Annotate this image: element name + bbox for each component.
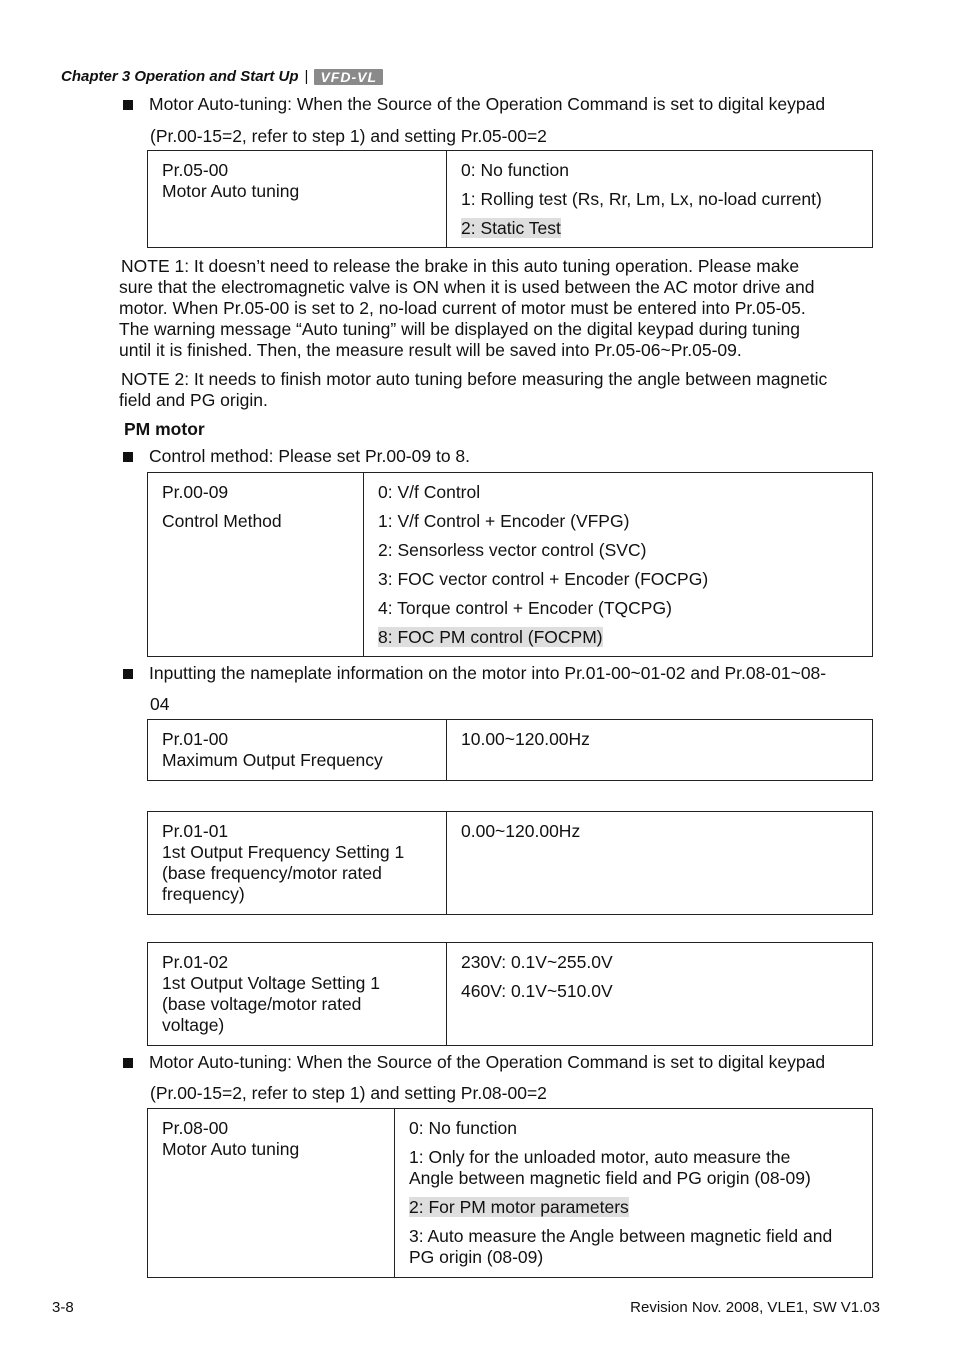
note-line: NOTE 2: It needs to finish motor auto tuning before measuring the angle between magnetic [121, 369, 828, 389]
param-table-00-09 [147, 472, 873, 657]
param-table-01-01 [147, 811, 873, 915]
param-id: Pr.08-00 [162, 1118, 229, 1138]
note-line: The warning message “Auto tuning” will be displayed on the digital keypad during tuning [119, 319, 800, 339]
bullet-continuation: (Pr.00-15=2, refer to step 1) and setting Pr.05-00=2 [150, 126, 547, 146]
param-table-01-02 [147, 942, 873, 1046]
param-name: Control Method [162, 511, 282, 531]
square-bullet-icon [123, 100, 133, 110]
bullet-nameplate [121, 663, 826, 684]
param-id: Pr.01-01 [162, 821, 229, 841]
square-bullet-icon [123, 452, 133, 462]
options-cell [364, 473, 873, 657]
option: 0: V/f Control [378, 482, 481, 502]
param-cell [148, 812, 447, 915]
param-cell [148, 720, 447, 781]
value: 230V: 0.1V~255.0V [461, 952, 613, 972]
bullet-control-method [121, 446, 470, 467]
bullet-text: Motor Auto-tuning: When the Source of the Operation Command is set to digital keypad [149, 1052, 826, 1072]
bullet-continuation: (Pr.00-15=2, refer to step 1) and setting Pr.08-00=2 [150, 1083, 547, 1103]
option: 0: No function [461, 160, 569, 180]
param-name: Maximum Output Frequency [162, 750, 383, 770]
option: 0: No function [409, 1118, 517, 1138]
bullet-text: Control method: Please set Pr.00-09 to 8. [149, 446, 471, 466]
square-bullet-icon [123, 669, 133, 679]
param-cell [148, 473, 364, 657]
option: 3: FOC vector control + Encoder (FOCPG) [378, 569, 709, 589]
square-bullet-icon [123, 1058, 133, 1068]
param-name: (base frequency/motor rated [162, 863, 382, 883]
bullet-auto-tuning-2 [121, 1052, 825, 1073]
note-line: sure that the electromagnetic valve is ON when it is used between the AC motor drive and [119, 277, 815, 297]
option-highlighted: 2: Static Test [461, 218, 561, 238]
value: 460V: 0.1V~510.0V [461, 981, 613, 1001]
note-line: NOTE 1: It doesn’t need to release the brake in this auto tuning operation. Please make [121, 256, 800, 276]
chapter-title: Chapter 3 Operation and Start Up [61, 68, 299, 85]
value-cell [447, 943, 873, 1046]
note-line: field and PG origin. [119, 390, 268, 410]
value-cell: 0.00~120.00Hz [447, 812, 873, 915]
bullet-text: Motor Auto-tuning: When the Source of the Operation Command is set to digital keypad [149, 94, 826, 114]
note-line: motor. When Pr.05-00 is set to 2, no-load current of motor must be entered into Pr.05-05. [119, 298, 806, 318]
param-name: (base voltage/motor rated [162, 994, 362, 1014]
bullet-text: Inputting the nameplate information on the motor into Pr.01-00~01-02 and Pr.08-01~08- [149, 663, 827, 683]
option-highlighted: 2: For PM motor parameters [409, 1197, 629, 1217]
param-cell [148, 943, 447, 1046]
option: 1: V/f Control + Encoder (VFPG) [378, 511, 630, 531]
param-id: Pr.01-00 [162, 729, 229, 749]
param-name: Motor Auto tuning [162, 181, 300, 201]
option: 1: Rolling test (Rs, Rr, Lm, Lx, no-load current) [461, 189, 822, 209]
param-id: Pr.01-02 [162, 952, 229, 972]
option: Angle between magnetic field and PG origin (08-09) [409, 1168, 811, 1188]
note-1 [119, 256, 815, 361]
bullet-continuation: 04 [150, 694, 170, 714]
option: 3: Auto measure the Angle between magnetic field and [409, 1226, 833, 1246]
param-cell [148, 151, 447, 248]
note-2 [119, 369, 827, 411]
param-name: 1st Output Voltage Setting 1 [162, 973, 380, 993]
revision-info: Revision Nov. 2008, VLE1, SW V1.03 [630, 1299, 880, 1316]
header-separator: | [304, 68, 309, 85]
bullet-auto-tuning-1 [121, 94, 825, 115]
page-header [61, 68, 383, 85]
param-table-08-00 [147, 1108, 873, 1278]
note-line: until it is finished. Then, the measure result will be saved into Pr.05-06~Pr.05-09. [119, 340, 742, 360]
option: 4: Torque control + Encoder (TQCPG) [378, 598, 672, 618]
pm-motor-heading: PM motor [124, 419, 205, 439]
option: 1: Only for the unloaded motor, auto measure the [409, 1147, 791, 1167]
param-cell [148, 1109, 395, 1278]
vfd-vl-logo: VFD-VL [314, 69, 383, 85]
param-id: Pr.00-09 [162, 482, 229, 502]
param-id: Pr.05-00 [162, 160, 229, 180]
option: 2: Sensorless vector control (SVC) [378, 540, 647, 560]
param-name: 1st Output Frequency Setting 1 [162, 842, 405, 862]
param-name: Motor Auto tuning [162, 1139, 300, 1159]
param-table-01-00 [147, 719, 873, 781]
options-cell [447, 151, 873, 248]
value-cell: 10.00~120.00Hz [447, 720, 873, 781]
page-number: 3-8 [52, 1299, 74, 1316]
param-table-05-00 [147, 150, 873, 248]
option: PG origin (08-09) [409, 1247, 544, 1267]
option-highlighted: 8: FOC PM control (FOCPM) [378, 627, 603, 647]
options-cell [395, 1109, 873, 1278]
param-name: voltage) [162, 1015, 225, 1035]
param-name: frequency) [162, 884, 245, 904]
